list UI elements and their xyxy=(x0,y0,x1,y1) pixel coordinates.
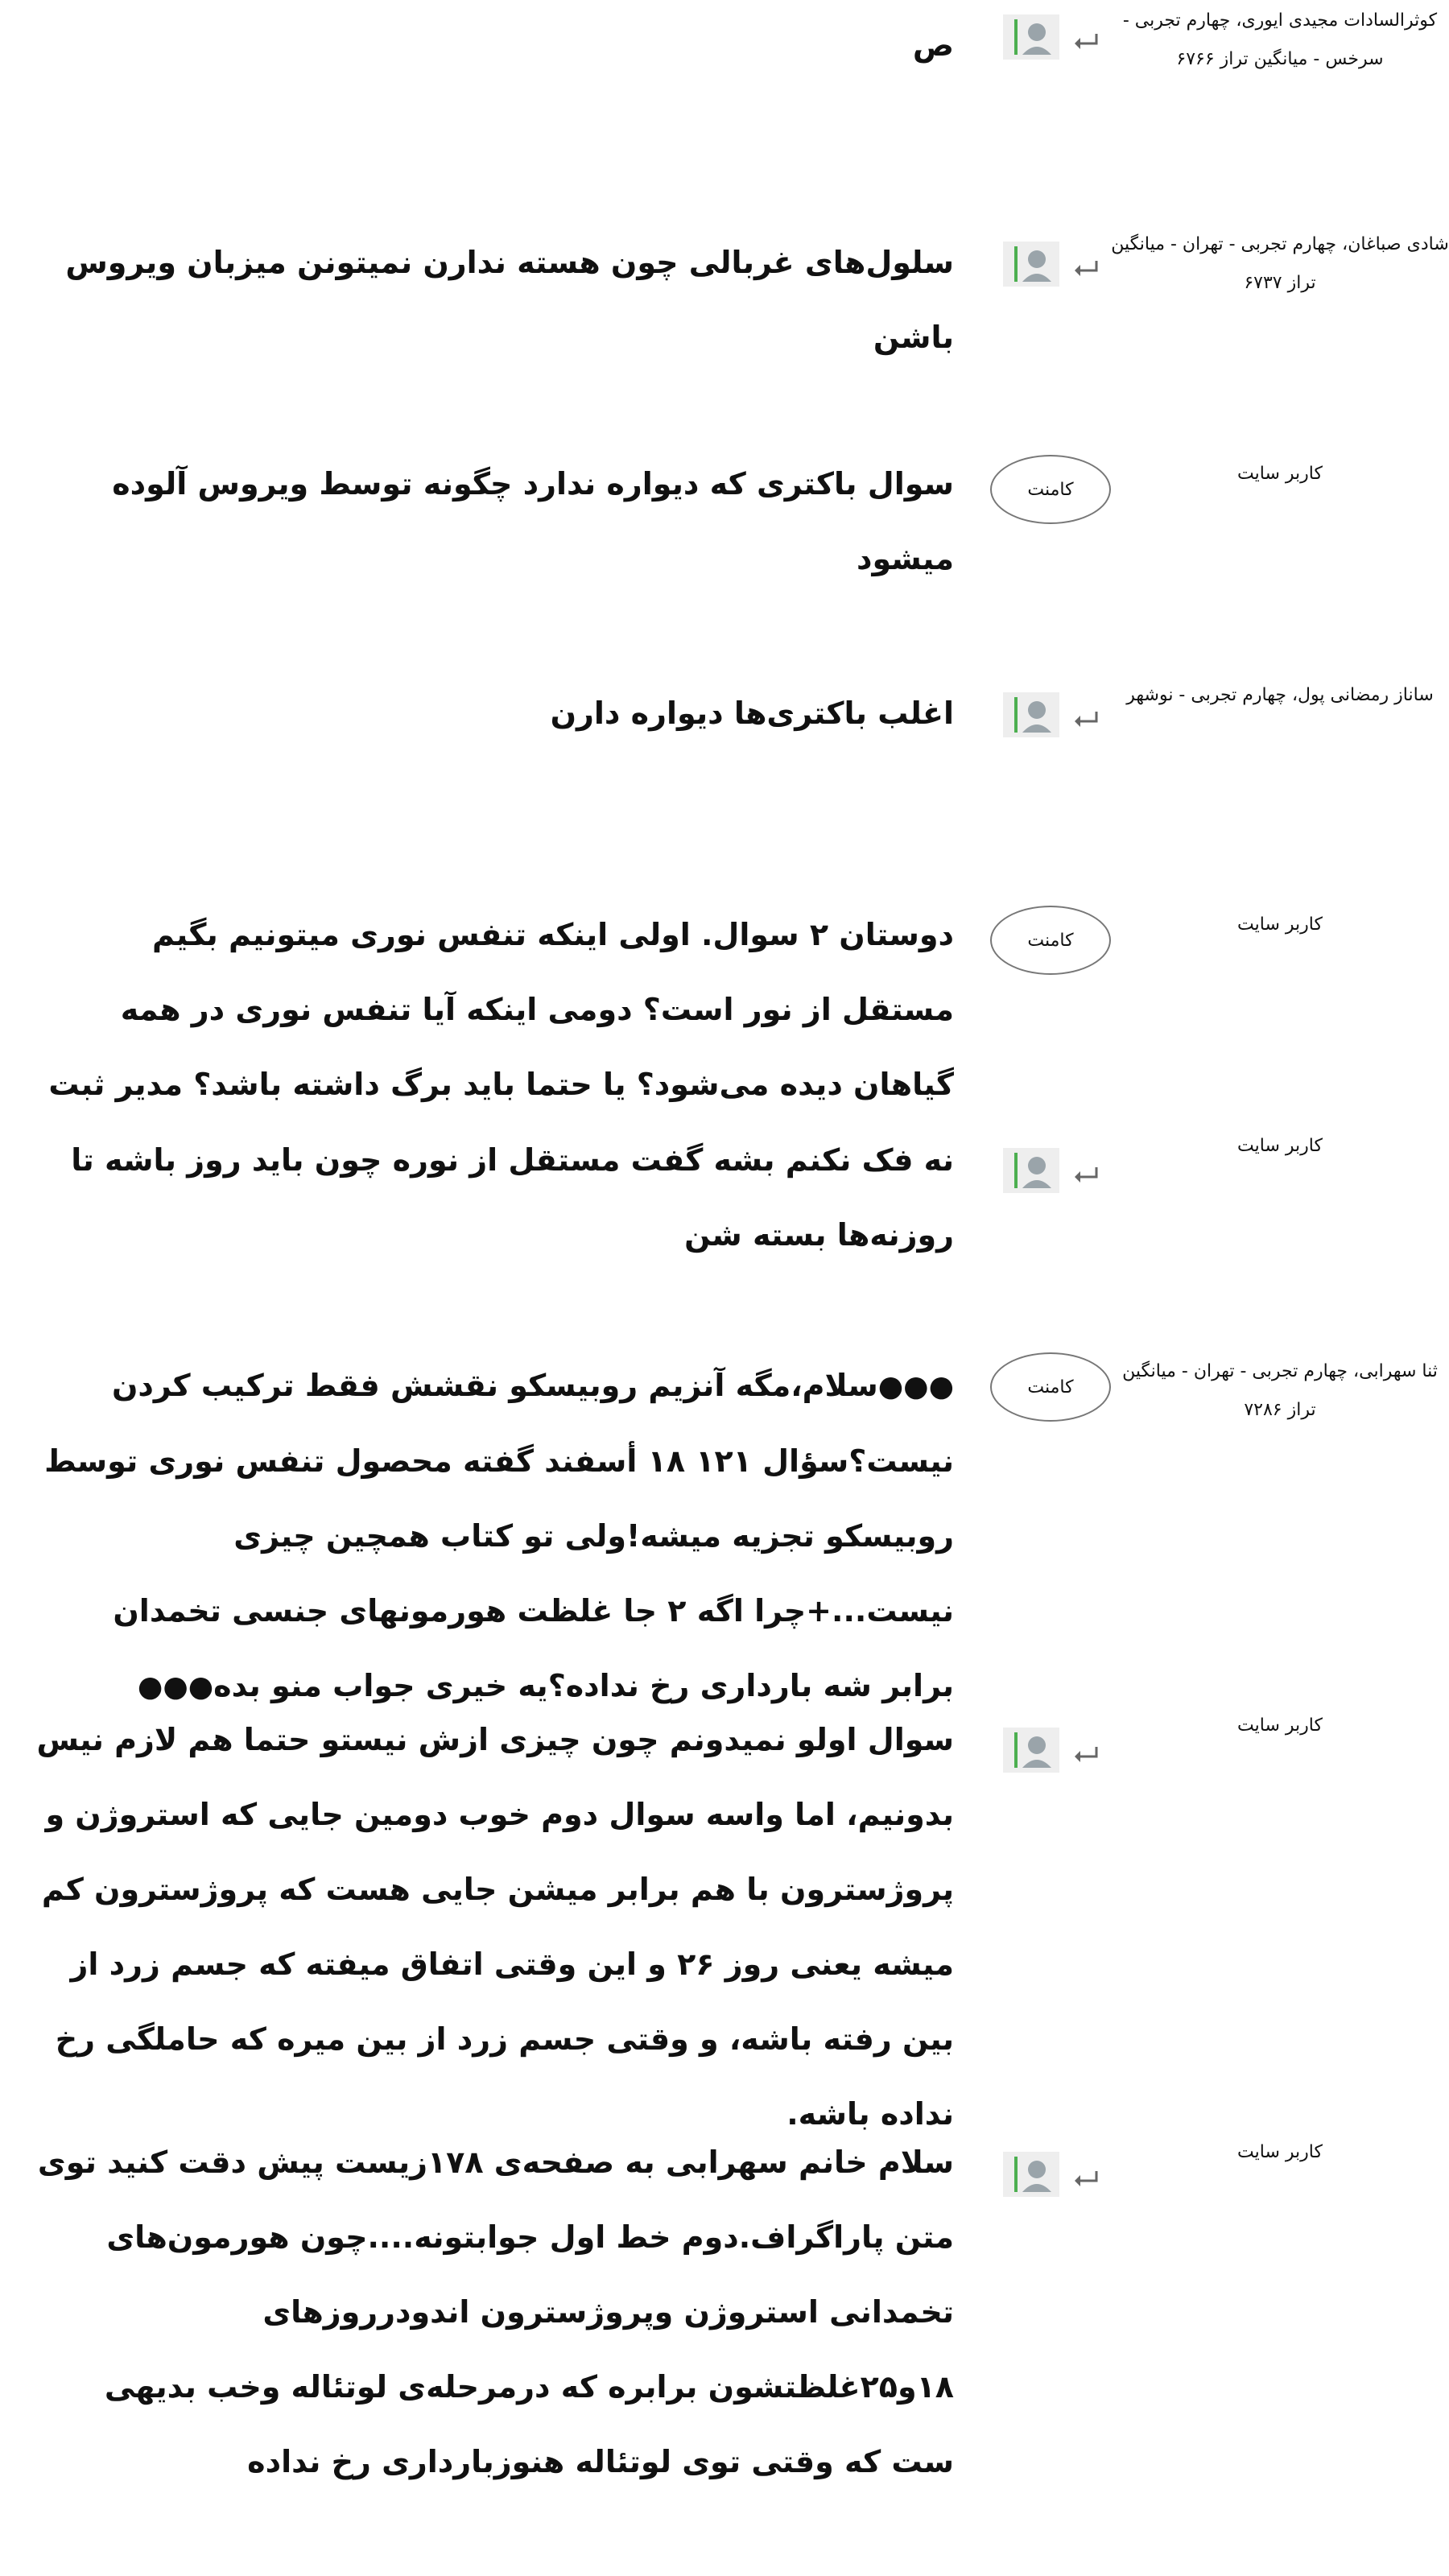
comment-badge xyxy=(990,455,1111,524)
comment-text: نه فک نکنم بشه گفت مستقل از نوره چون باید روز باشه تا روزنه‌ها بسته شن xyxy=(71,1142,954,1253)
author-name[interactable]: شادی صباغان، چهارم تجربی - تهران - میانگین تراز ۶۷۳۷ xyxy=(1111,234,1449,293)
comment-text: سلول‌های غربالی چون هسته ندارن نمیتونن میزبان ویروس باشن xyxy=(65,245,954,355)
avatar-icon xyxy=(1003,1148,1059,1193)
reply-arrow-icon xyxy=(1072,259,1100,279)
decorative-dots: ●●● xyxy=(877,1370,954,1403)
avatar-icon xyxy=(1003,692,1059,737)
comment-body: سلام،مگه آنزیم روبیسکو نقشش فقط ترکیب کردن نیست؟سؤال ۱۲۱ ۱۸ أسفند گفته محصول تنفس نوری توسط روبیسکو تجزیه میشه!ولی تو کتاب همچین چیزی نیست...+چرا اگه ۲ جا غلظت هورمونهای جنسی تخمدان برابر شه بارداری رخ نداده؟یه خیری جواب منو بده xyxy=(44,1368,954,1703)
comment-badge-label: کامنت xyxy=(1027,930,1074,951)
reply-arrow-icon xyxy=(1072,32,1100,52)
reply-marker xyxy=(992,1721,1121,1785)
avatar-icon xyxy=(1003,2152,1059,2197)
comment-badge xyxy=(990,1352,1111,1422)
reply-marker xyxy=(992,1141,1121,1206)
comment-text: سوال اولو نمیدونم چون چیزی ازش نیستو حتما هم لازم نیس بدونیم، اما واسه سوال دوم خوب دومین جایی که استروژن و پروژسترون با هم برابر میشن جایی هست که پروژسترون کم میشه یعنی روز ۲۶ و این وقتی اتفاق میفته که جسم زرد از بین رفته باشه، و وقتی جسم زرد از بین میره که حاملگی رخ نداده باشه. xyxy=(36,1722,954,2132)
comment-badge-label: کامنت xyxy=(1027,479,1074,500)
reply-marker xyxy=(992,235,1121,299)
reply-marker xyxy=(992,2145,1121,2210)
author-name: کاربر سایت xyxy=(1237,2142,1323,2162)
comment-text: سوال باکتری که دیواره ندارد چگونه توسط ویروس آلوده میشود xyxy=(112,466,954,576)
reply-arrow-icon xyxy=(1072,1166,1100,1185)
decorative-dots: ●●● xyxy=(137,1670,214,1703)
reply-arrow-icon xyxy=(1072,710,1100,729)
avatar-icon xyxy=(1003,14,1059,60)
author-name: کاربر سایت xyxy=(1237,464,1323,484)
avatar-icon xyxy=(1003,1728,1059,1773)
reply-marker xyxy=(992,8,1121,72)
author-name[interactable]: ثنا سهرابی، چهارم تجربی - تهران - میانگین تراز ۷۲۸۶ xyxy=(1122,1361,1438,1420)
reply-marker xyxy=(992,686,1121,750)
comment-text: ص xyxy=(912,27,954,63)
author-name: کاربر سایت xyxy=(1237,914,1323,935)
reply-arrow-icon xyxy=(1072,1745,1100,1765)
reply-arrow-icon xyxy=(1072,2169,1100,2189)
comment-text xyxy=(32,1348,954,1724)
author-name: کاربر سایت xyxy=(1237,1136,1323,1156)
author-name[interactable]: ساناز رمضانی پول، چهارم تجربی - نوشهر xyxy=(1126,685,1434,705)
comment-badge-label: کامنت xyxy=(1027,1377,1074,1397)
comment-text: سلام خانم سهرابی به صفحه‌ی ۱۷۸زیست پیش دقت کنید توی متن پاراگراف.دوم خط اول جوابتونه....چون هورمون‌های تخمدانی استروژن وپروژسترون اندودرروزهای ۱۸و۲۵غلظتشون برابره که درمرحله‌ی لوتئاله وخب بدیهی ست که وقتی توی لوتئاله هنوزبارداری رخ نداده xyxy=(37,2145,954,2479)
author-name: کاربر سایت xyxy=(1237,1715,1323,1736)
avatar-icon xyxy=(1003,242,1059,287)
comment-text: اغلب باکتری‌ها دیواره دارن xyxy=(550,696,954,731)
author-name[interactable]: کوثرالسادات مجیدی ایوری، چهارم تجربی - سرخس - میانگین تراز ۶۷۶۶ xyxy=(1122,10,1438,69)
comment-badge xyxy=(990,906,1111,975)
comment-text: دوستان ۲ سوال. اولی اینکه تنفس نوری میتونیم بگیم مستقل از نور است؟ دومی اینکه آیا تنفس نوری در همه گیاهان دیده می‌شود؟ یا حتما باید برگ داشته باشد؟ مدیر ثبت xyxy=(48,917,954,1102)
